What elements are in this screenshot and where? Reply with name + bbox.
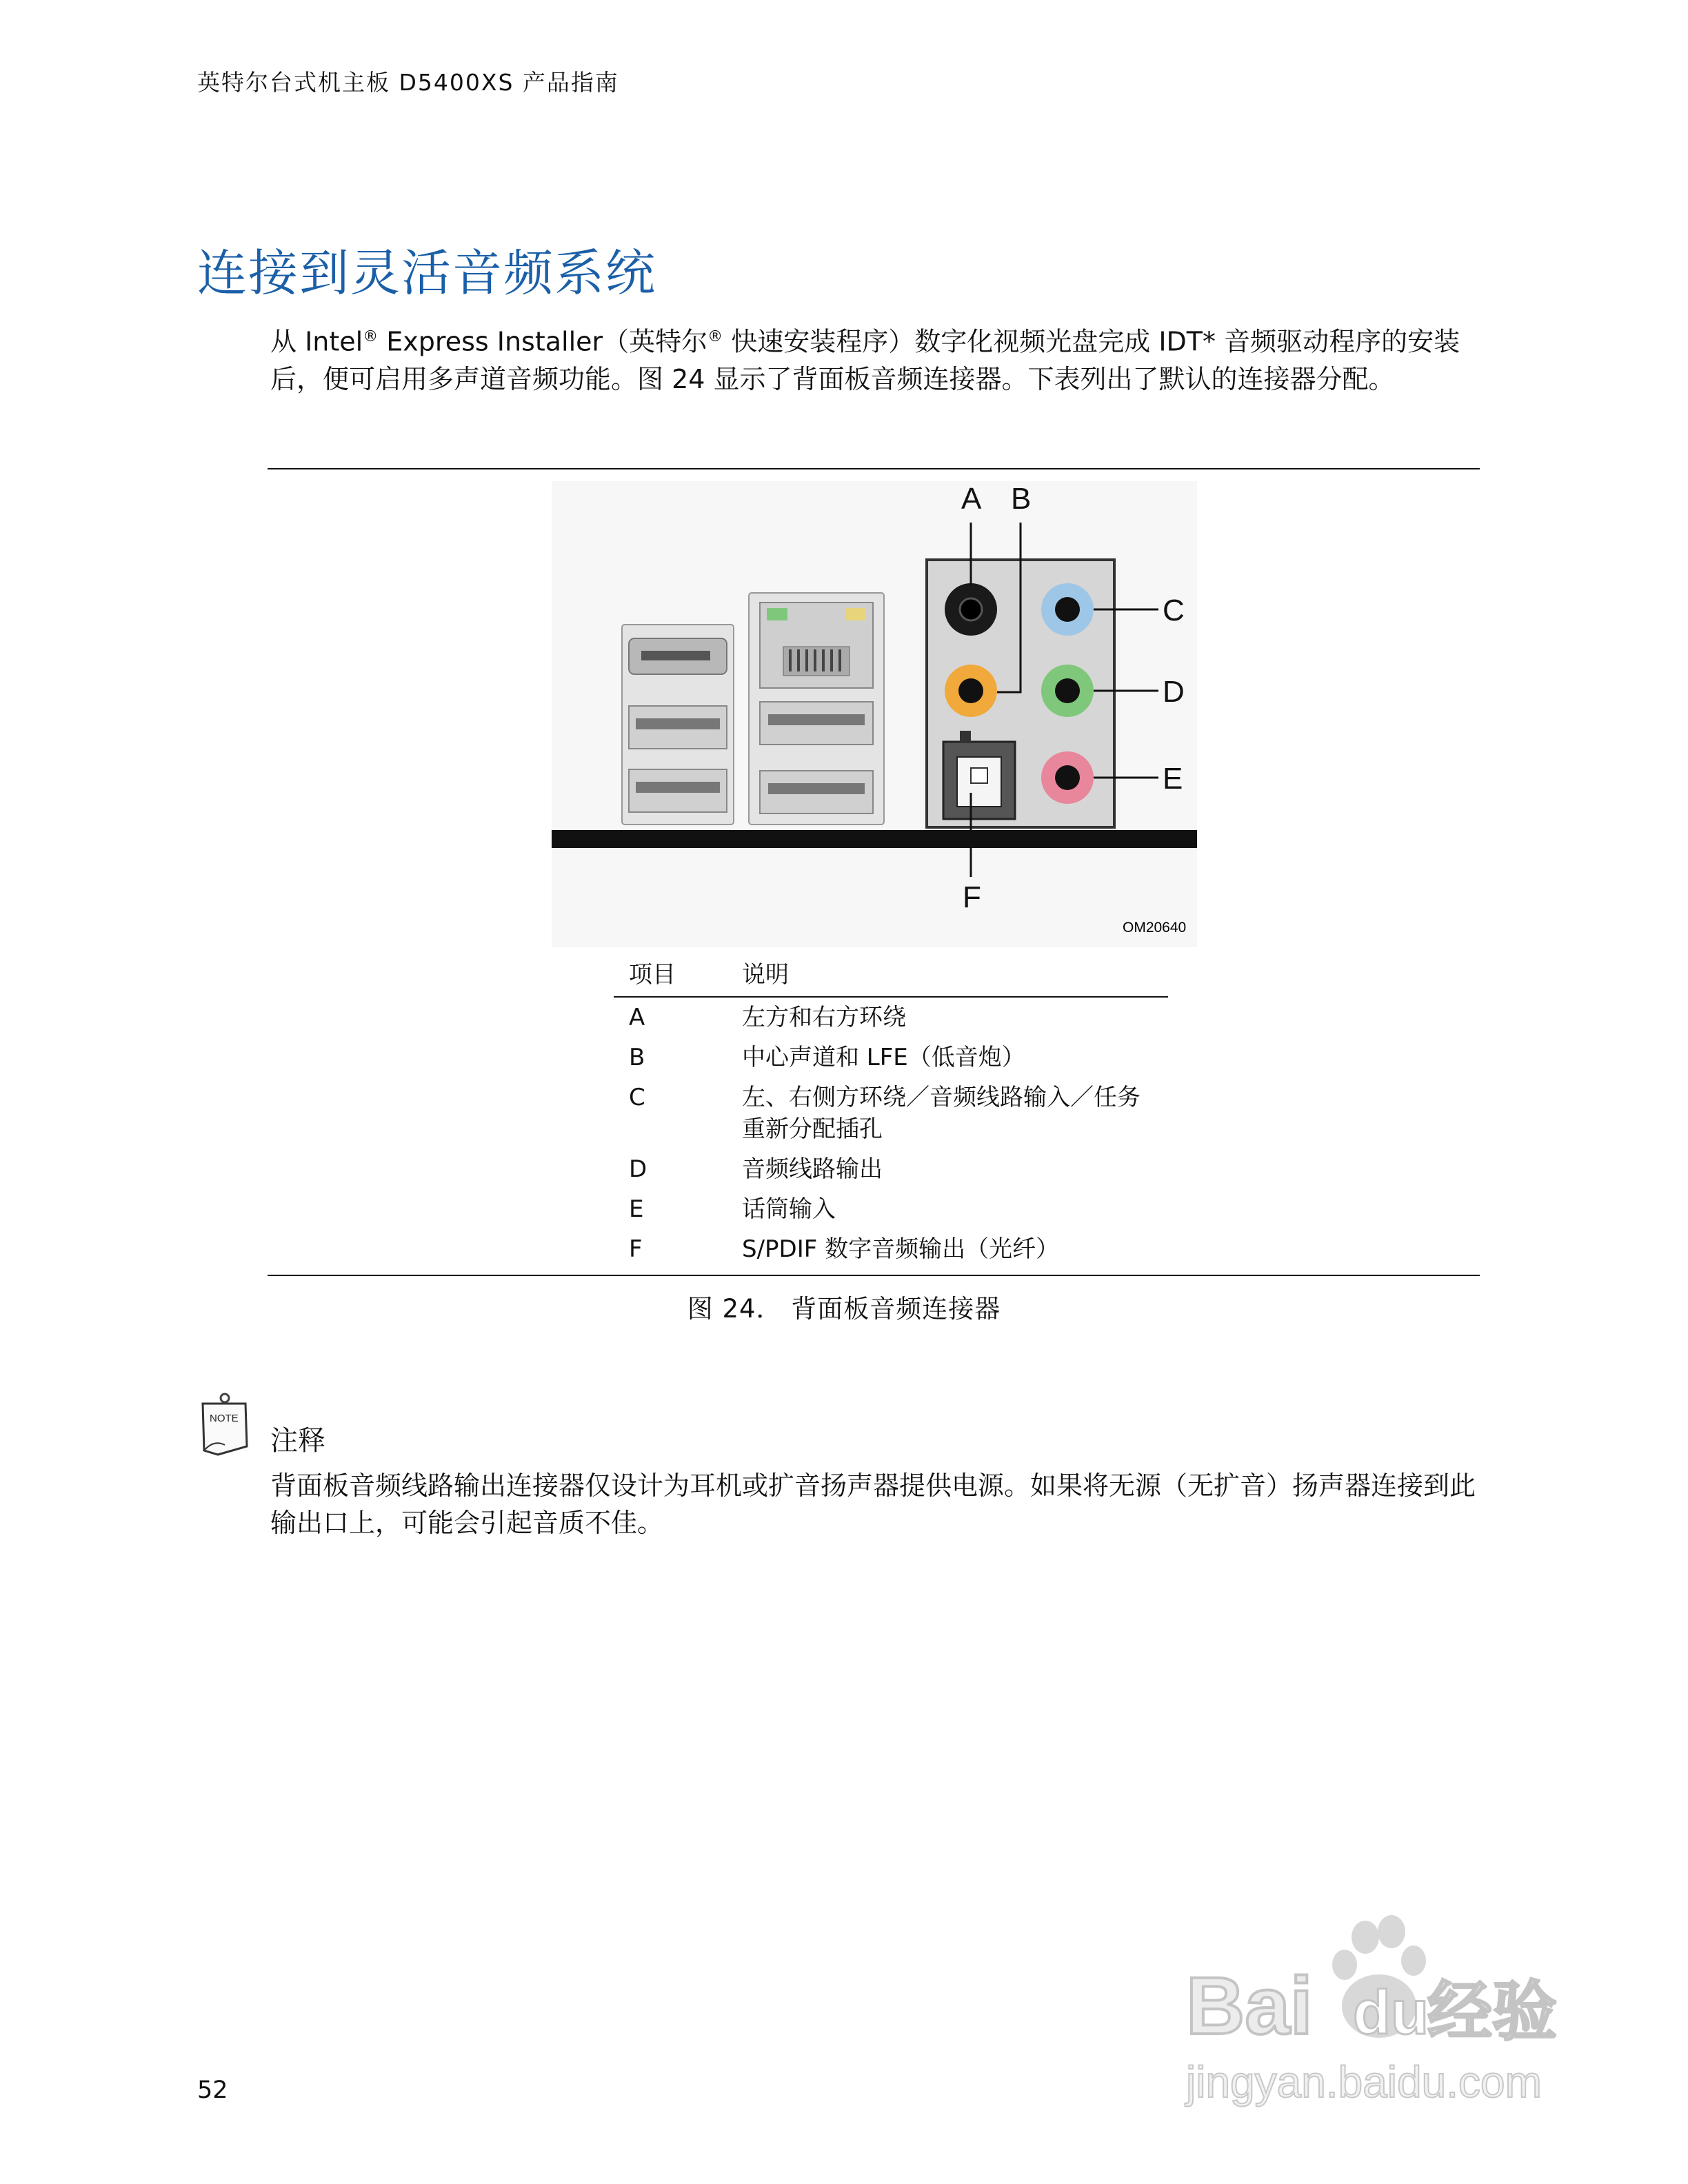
figure-id: OM20640 <box>1123 920 1187 936</box>
intro-part-1: 从 Intel <box>270 326 363 357</box>
intro-part-2: Express Installer（英特尔 <box>378 326 708 357</box>
row-description: 左、右侧方环绕／音频线路输入／任务重新分配插孔 <box>742 1084 1141 1143</box>
back-panel-figure <box>552 481 1197 947</box>
intro-paragraph <box>270 318 1491 398</box>
column-header-description: 说明 <box>727 951 1168 997</box>
row-code: A <box>629 1004 645 1031</box>
row-code: F <box>629 1235 643 1263</box>
baidu-watermark <box>1172 1903 1586 2110</box>
intro-part-3: 快速安装程序）数字化视频光盘完成 IDT* 音频驱动程序的安装后，便可启用多声道音频功能。图 24 显示了背面板音频连接器。下表列出了默认的连接器分配。 <box>270 326 1460 394</box>
column-header-item: 项目 <box>614 951 727 997</box>
lan-usb-stack <box>749 593 884 825</box>
figure-top-rule <box>268 468 1480 469</box>
label-e: E <box>1163 762 1183 796</box>
label-d: D <box>1163 675 1185 709</box>
connector-table <box>614 951 1168 1269</box>
table-row <box>614 1078 1168 1149</box>
note-heading: 注释 <box>270 1425 325 1457</box>
section-title: 连接到灵活音频系统 <box>197 244 657 302</box>
figure-bottom-rule <box>268 1275 1480 1276</box>
label-f: F <box>963 880 981 914</box>
note-icon <box>197 1391 252 1460</box>
running-header: 英特尔台式机主板 D5400XS 产品指南 <box>197 69 619 96</box>
row-description: 话筒输入 <box>742 1195 836 1223</box>
row-code: B <box>629 1044 645 1071</box>
watermark-url: jingyan.baidu.com <box>1186 2057 1542 2107</box>
figure-caption: 图 24． 背面板音频连接器 <box>687 1294 1001 1324</box>
label-b: B <box>1011 482 1032 516</box>
table-row <box>614 1149 1168 1189</box>
row-description: 左方和右方环绕 <box>742 1004 906 1031</box>
label-c: C <box>1163 594 1185 627</box>
row-code: D <box>629 1155 647 1183</box>
table-row <box>614 1229 1168 1269</box>
label-a: A <box>961 482 982 516</box>
watermark-brand: Bai <box>1186 1961 1313 2052</box>
row-description: 中心声道和 LFE（低音炮） <box>742 1044 1025 1071</box>
row-code: E <box>629 1195 644 1223</box>
table-header-row <box>614 951 1168 997</box>
note-text: 背面板音频线路输出连接器仅设计为耳机或扩音扬声器提供电源。如果将无源（无扩音）扬声器连接到此输出口上，可能会引起音质不佳。 <box>270 1470 1476 1538</box>
row-description: S/PDIF 数字音频输出（光纤） <box>742 1235 1060 1263</box>
row-description: 音频线路输出 <box>742 1155 883 1183</box>
watermark-brand-2: du <box>1353 1979 1429 2048</box>
table-row <box>614 1038 1168 1078</box>
page-number: 52 <box>197 2076 228 2104</box>
table-row <box>614 1189 1168 1229</box>
panel-base-bar <box>552 830 1197 848</box>
note-icon-label: NOTE <box>210 1413 239 1424</box>
watermark-cn: 经验 <box>1427 1974 1558 2050</box>
registered-mark: ® <box>707 328 723 345</box>
row-code: C <box>629 1084 645 1111</box>
registered-mark: ® <box>363 328 379 345</box>
table-row <box>614 997 1168 1038</box>
usb-firewire-stack <box>622 625 734 825</box>
back-panel-diagram <box>552 481 1197 947</box>
